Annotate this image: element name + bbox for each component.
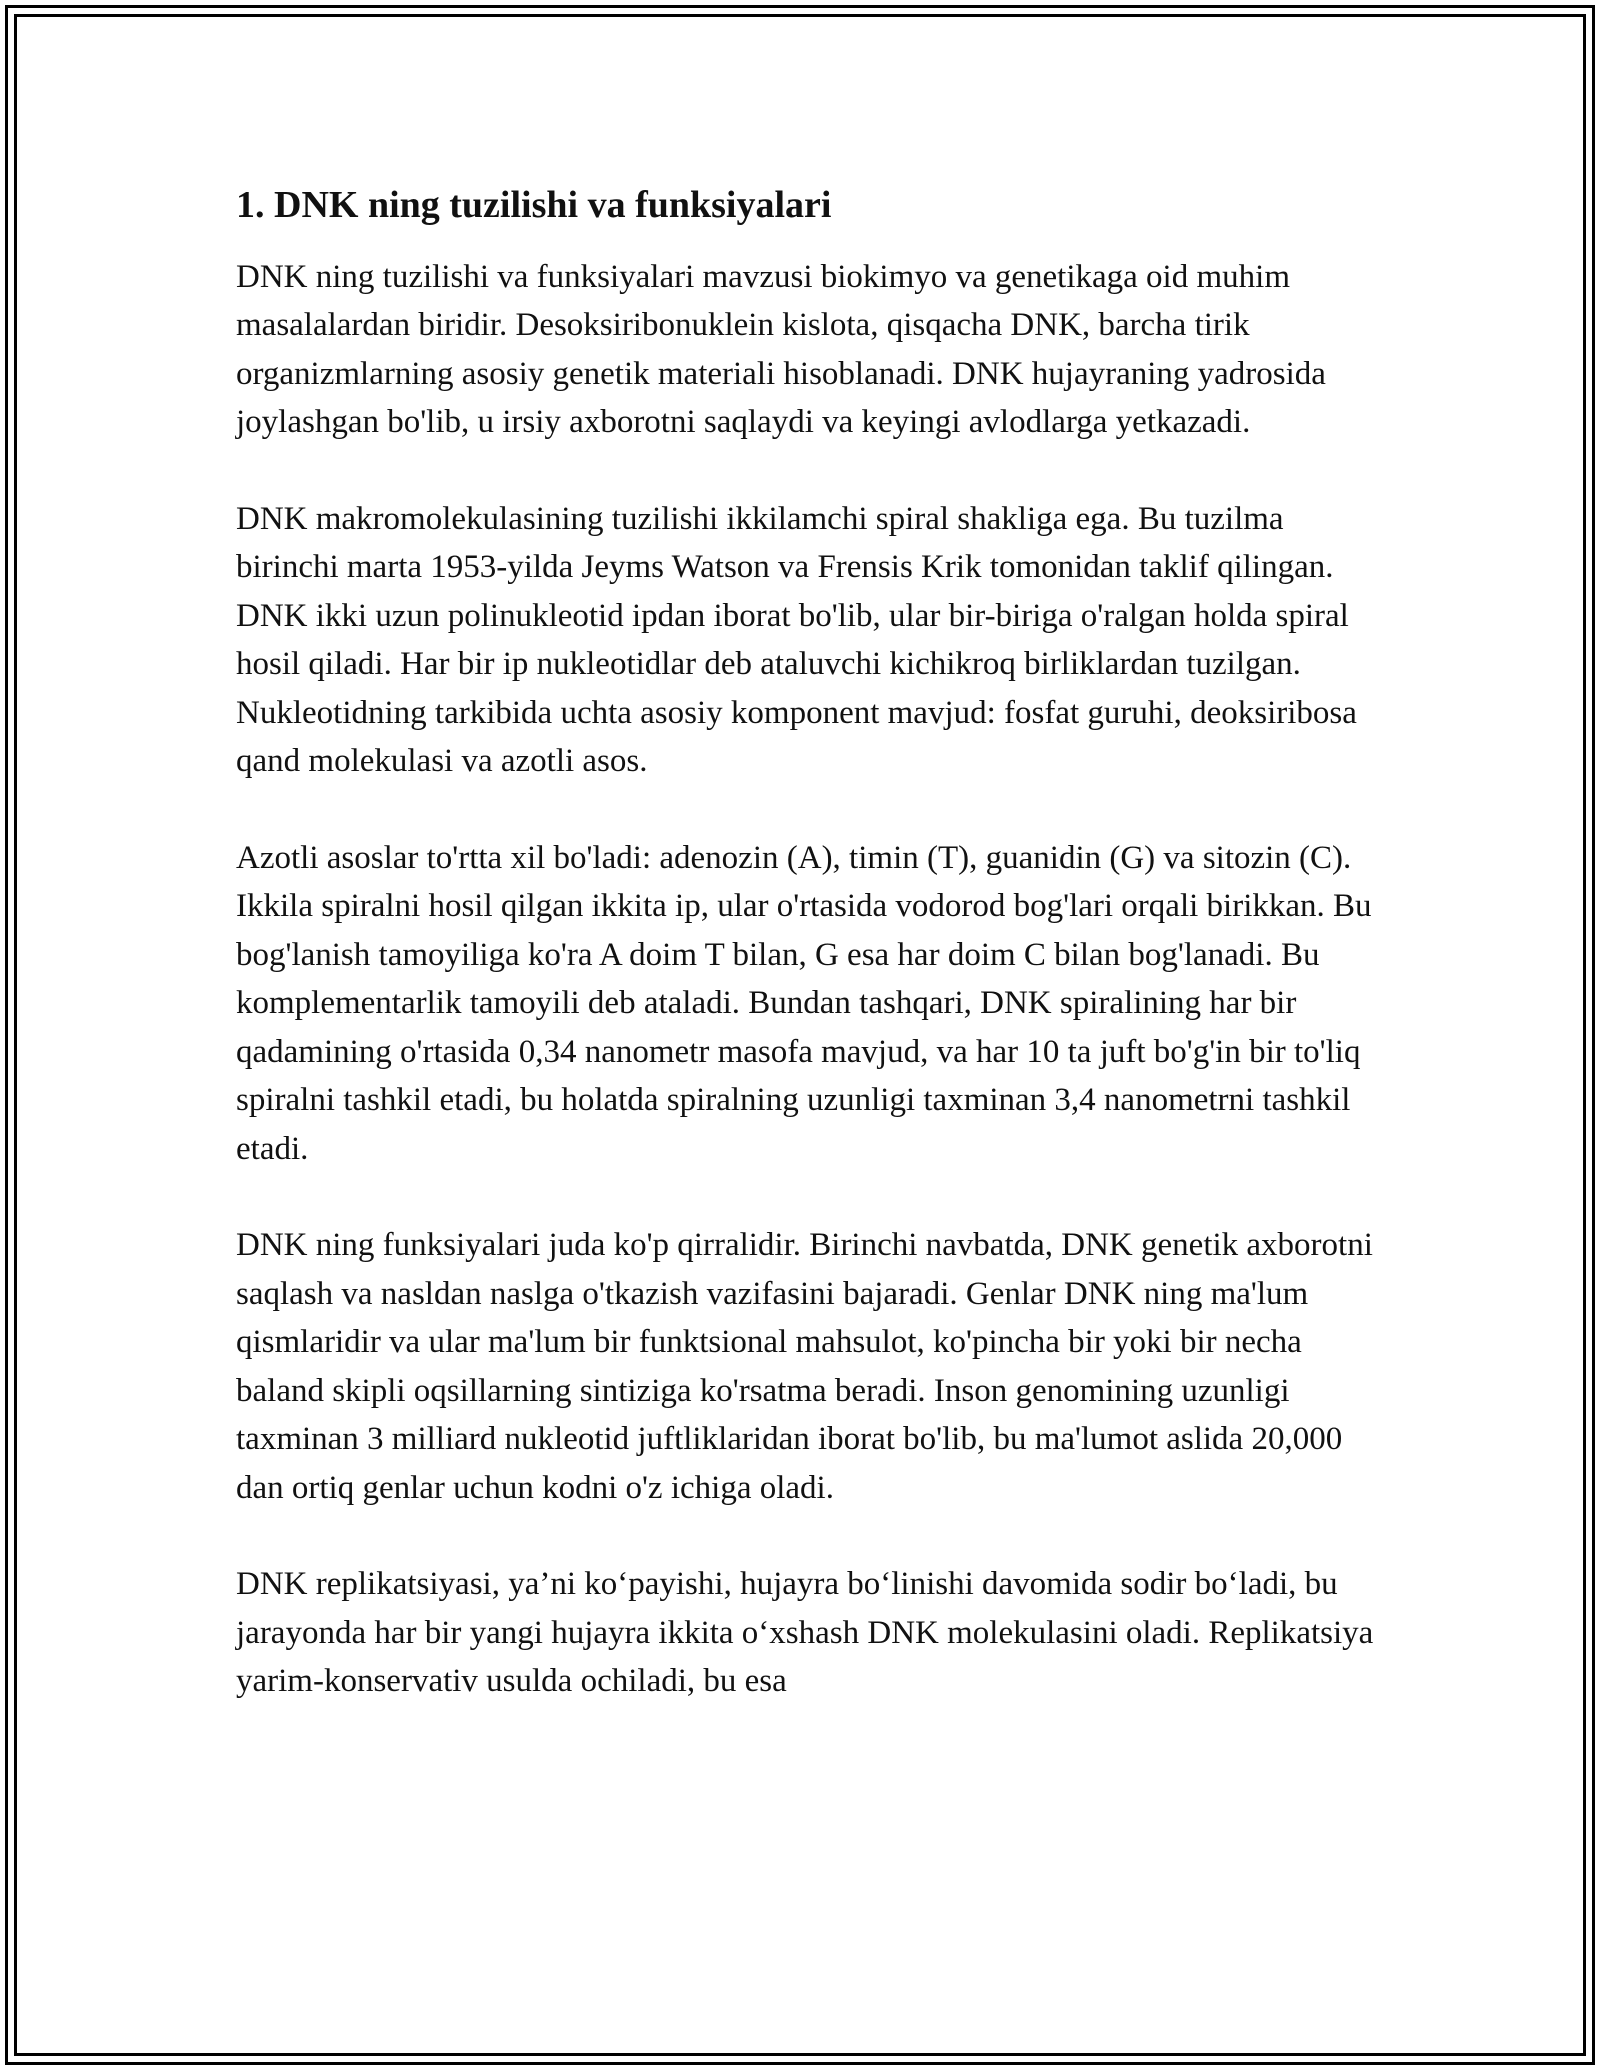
section-heading: 1. DNK ning tuzilishi va funksiyalari — [236, 184, 832, 226]
paragraph-replication: DNK replikatsiyasi, ya’ni ko‘payishi, hujayra bo‘linishi davomida sodir bo‘ladi, bu jarayonda har bir yangi hujayra ikkita o‘xshash DNK molekulasini oladi. Replikatsiya yarim-konservativ usulda ochiladi, bu esa — [236, 1566, 1374, 1700]
paragraph-nitrogen-bases: Azotli asoslar to'rtta xil bo'ladi: adenozin (A), timin (T), guanidin (G) va sitozin (C). Ikkila spiralni hosil qilgan ikkita ip, ular o'rtasida vodorod bog'lari orqali birikkan. Bu bog'lanish tamoyiliga ko'ra A doim T bilan, G esa har doim C bilan bog'lanadi. Bu komplementarlik tamoyili deb ataladi. Bundan tashqari, DNK spiralining har bir qadamining o'rtasida 0,34 nanometr masofa mavjud, va har 10 ta juft bo'g'in bir to'liq spiralni tashkil etadi, bu holatda spiralning uzunligi taxminan 3,4 nanometrni tashkil etadi. — [236, 839, 1372, 1167]
paragraph-structure: DNK makromolekulasining tuzilishi ikkilamchi spiral shakliga ega. Bu tuzilma birinchi marta 1953-yilda Jeyms Watson va Frensis Krik tomonidan taklif qilingan. DNK ikki uzun polinukleotid ipdan iborat bo'lib, ular bir-biriga o'ralgan holda spiral hosil qiladi. Har bir ip nukleotidlar deb ataluvchi kichikroq birliklardan tuzilgan. Nukleotidning tarkibida uchta asosiy komponent mavjud: fosfat guruhi, deoksiribosa qand molekulasi va azotli asos. — [236, 500, 1357, 780]
paragraph-intro: DNK ning tuzilishi va funksiyalari mavzusi biokimyo va genetikaga oid muhim masalalardan biridir. Desoksiribonuklein kislota, qisqacha DNK, barcha tirik organizmlarning asosiy genetik materiali hisoblanadi. DNK hujayraning yadrosida joylashgan bo'lib, u irsiy axborotni saqlaydi va keyingi avlodlarga yetkazadi. — [236, 258, 1326, 441]
document-body — [236, 183, 1376, 1706]
paragraph-functions: DNK ning funksiyalari juda ko'p qirralidir. Birinchi navbatda, DNK genetik axborotni saqlash va nasldan naslga o'tkazish vazifasini bajaradi. Genlar DNK ning ma'lum qismlaridir va ular ma'lum bir funktsional mahsulot, ko'pincha bir yoki bir necha baland skipli oqsillarning sintiziga ko'rsatma beradi. Inson genomining uzunligi taxminan 3 milliard nukleotid juftliklaridan iborat bo'lib, bu ma'lumot aslida 20,000 dan ortiq genlar uchun kodni o'z ichiga oladi. — [236, 1227, 1373, 1506]
